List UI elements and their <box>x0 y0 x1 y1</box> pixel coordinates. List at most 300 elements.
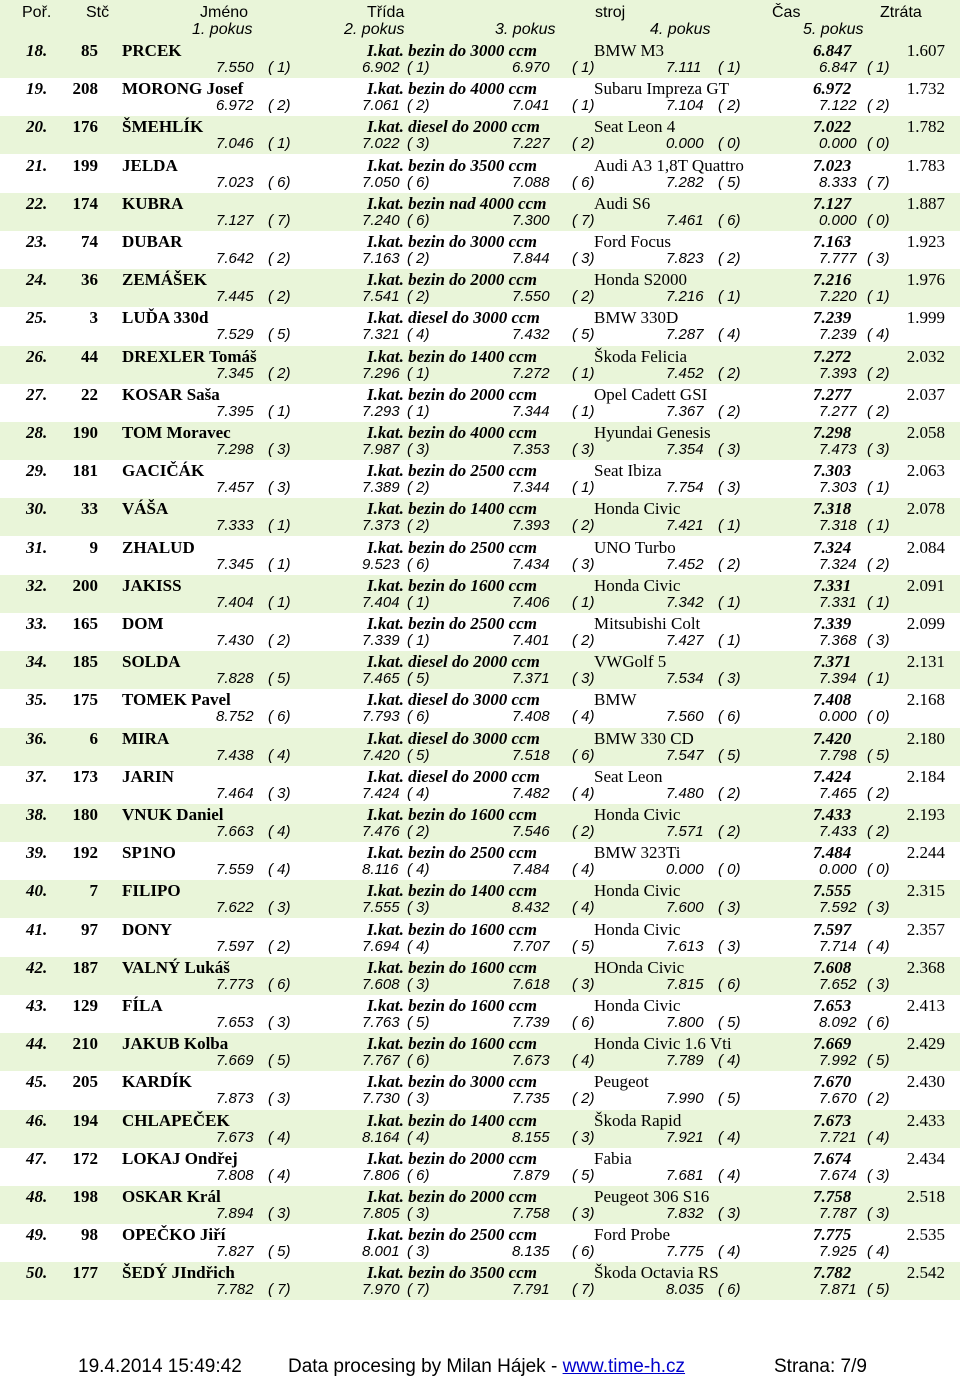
row-car: Škoda Octavia RS <box>594 1263 719 1283</box>
row-car: Fabia <box>594 1148 632 1168</box>
row-loss: 1.607 <box>906 41 945 60</box>
row-attempt-1-rank: ( 5) <box>268 1052 291 1070</box>
row-attempt-2-rank: ( 6) <box>407 173 430 191</box>
row-attempt-5-rank: ( 4) <box>867 326 890 344</box>
row-driver-name: TOMEK Pavel <box>122 690 231 710</box>
row-attempt-1-time: 7.827 <box>216 1243 254 1261</box>
row-number: 6 <box>89 728 98 748</box>
row-loss: 1.999 <box>906 308 945 328</box>
row-attempt-3-time: 8.155 <box>512 1128 550 1146</box>
row-attempt-5-rank: ( 0) <box>867 211 890 229</box>
row-rank: 23. <box>26 232 48 251</box>
table-row <box>0 1224 960 1262</box>
row-attempt-4-rank: ( 1) <box>718 517 741 535</box>
row-attempt-1-rank: ( 3) <box>268 1014 291 1031</box>
row-rank: 49. <box>26 1225 48 1245</box>
row-loss: 2.032 <box>906 346 945 366</box>
row-attempt-5-time: 7.787 <box>819 1205 857 1222</box>
row-best-time: 7.758 <box>813 1187 852 1206</box>
row-attempt-5-rank: ( 5) <box>867 746 890 764</box>
row-car: Audi S6 <box>594 193 651 213</box>
row-attempt-3-rank: ( 3) <box>572 670 595 688</box>
row-attempt-2-rank: ( 6) <box>407 211 430 229</box>
row-attempt-2-rank: ( 1) <box>407 402 430 420</box>
row-attempt-1-rank: ( 5) <box>268 1243 291 1261</box>
row-driver-name: VNUK Daniel <box>122 805 224 824</box>
row-attempt-5-time: 7.592 <box>819 899 857 917</box>
row-attempt-4-time: 7.480 <box>666 784 704 802</box>
row-driver-name: LUĎA 330d <box>122 308 209 328</box>
row-attempt-5-time: 7.674 <box>819 1166 857 1184</box>
row-car: BMW 330 CD <box>594 728 694 748</box>
row-attempt-4-rank: ( 1) <box>718 59 741 76</box>
row-attempt-4-time: 7.216 <box>666 288 704 306</box>
table-row <box>0 116 960 154</box>
row-attempt-5-rank: ( 0) <box>867 135 890 153</box>
row-number: 33 <box>81 499 98 519</box>
row-loss: 2.084 <box>906 537 945 557</box>
row-attempt-4-time: 7.104 <box>666 97 704 115</box>
row-attempt-1-time: 7.597 <box>216 937 254 955</box>
row-attempt-2-rank: ( 3) <box>407 135 430 153</box>
row-attempt-2-rank: ( 6) <box>407 1166 430 1184</box>
row-attempt-4-time: 7.921 <box>666 1128 704 1146</box>
row-attempt-4-rank: ( 4) <box>718 1052 741 1070</box>
row-driver-name: ZHALUD <box>122 537 195 557</box>
row-driver-name: MIRA <box>122 728 170 748</box>
row-attempt-1-time: 7.642 <box>216 250 254 267</box>
row-loss: 2.413 <box>906 996 945 1015</box>
row-attempt-3-time: 8.432 <box>512 899 550 917</box>
row-attempt-4-rank: ( 2) <box>718 97 741 115</box>
table-row <box>0 880 960 918</box>
row-attempt-5-rank: ( 4) <box>867 1128 890 1146</box>
row-car: Seat Ibiza <box>594 461 662 481</box>
row-attempt-4-rank: ( 2) <box>718 823 741 840</box>
row-attempt-4-rank: ( 6) <box>718 708 741 726</box>
row-attempt-4-rank: ( 0) <box>718 135 741 153</box>
row-attempt-5-rank: ( 3) <box>867 441 890 458</box>
row-number: 190 <box>72 423 98 442</box>
row-attempt-5-time: 7.331 <box>819 593 857 611</box>
row-driver-name: GACIČÁK <box>122 461 205 481</box>
row-number: 129 <box>72 996 98 1015</box>
row-attempt-1-rank: ( 3) <box>268 479 291 497</box>
row-best-time: 7.408 <box>813 690 852 710</box>
row-attempt-3-rank: ( 4) <box>572 708 595 726</box>
row-attempt-5-rank: ( 3) <box>867 632 890 649</box>
row-attempt-3-time: 7.482 <box>512 784 550 802</box>
row-attempt-2-time: 7.730 <box>362 1090 400 1108</box>
row-rank: 20. <box>26 117 48 137</box>
row-attempt-5-time: 0.000 <box>819 708 857 726</box>
row-attempt-1-rank: ( 1) <box>268 517 291 535</box>
row-class: I.kat. bezin do 2500 ccm <box>367 537 537 557</box>
row-driver-name: JAKISS <box>122 575 182 595</box>
row-number: 22 <box>81 384 98 404</box>
row-class: I.kat. bezin do 3000 ccm <box>367 1072 537 1092</box>
row-attempt-2-rank: ( 1) <box>407 59 430 76</box>
table-row <box>0 1148 960 1186</box>
row-class: I.kat. bezin do 1600 ccm <box>367 957 537 977</box>
row-loss: 1.976 <box>906 270 945 290</box>
row-attempt-3-rank: ( 6) <box>572 1243 595 1261</box>
row-class: I.kat. bezin do 1400 ccm <box>367 881 537 901</box>
row-attempt-4-rank: ( 6) <box>718 975 741 993</box>
row-attempt-2-time: 7.373 <box>362 517 400 535</box>
row-attempt-4-rank: ( 6) <box>718 211 741 229</box>
row-attempt-5-time: 7.721 <box>819 1128 857 1146</box>
row-attempt-3-rank: ( 3) <box>572 555 595 573</box>
row-loss: 2.429 <box>906 1034 945 1054</box>
row-attempt-1-time: 7.345 <box>216 555 254 573</box>
row-loss: 2.099 <box>906 614 945 633</box>
row-attempt-1-time: 7.653 <box>216 1014 254 1031</box>
row-driver-name: TOM Moravec <box>122 423 231 442</box>
row-attempt-5-time: 7.798 <box>819 746 857 764</box>
row-attempt-4-time: 7.775 <box>666 1243 704 1261</box>
row-attempt-3-time: 7.371 <box>512 670 550 688</box>
row-attempt-4-rank: ( 6) <box>718 1281 741 1299</box>
row-best-time: 7.420 <box>813 728 852 748</box>
row-loss: 1.783 <box>906 155 945 175</box>
row-attempt-2-rank: ( 2) <box>407 288 430 306</box>
row-loss: 2.184 <box>906 766 945 786</box>
row-loss: 2.168 <box>906 690 945 710</box>
row-attempt-3-rank: ( 3) <box>572 250 595 267</box>
row-attempt-4-rank: ( 1) <box>718 288 741 306</box>
row-car: Škoda Rapid <box>594 1110 682 1130</box>
row-attempt-1-rank: ( 2) <box>268 937 291 955</box>
row-attempt-5-rank: ( 3) <box>867 899 890 917</box>
col-header-number: Stč <box>86 4 110 21</box>
row-best-time: 7.303 <box>813 461 852 481</box>
row-attempt-3-time: 7.432 <box>512 326 550 344</box>
row-attempt-2-time: 7.767 <box>362 1052 400 1070</box>
row-attempt-4-time: 7.613 <box>666 937 704 955</box>
row-attempt-2-rank: ( 7) <box>407 1281 430 1299</box>
row-number: 210 <box>72 1034 98 1054</box>
table-row <box>0 1186 960 1224</box>
row-car: HOnda Civic <box>594 957 685 977</box>
table-row <box>0 613 960 651</box>
row-attempt-2-rank: ( 2) <box>407 250 430 267</box>
row-attempt-4-time: 7.560 <box>666 708 704 726</box>
row-attempt-4-rank: ( 5) <box>718 746 741 764</box>
row-attempt-2-time: 7.389 <box>362 479 400 497</box>
row-rank: 37. <box>26 766 48 786</box>
row-class: I.kat. bezin do 3500 ccm <box>367 1263 537 1283</box>
table-row <box>0 842 960 880</box>
row-number: 44 <box>81 346 98 366</box>
row-rank: 46. <box>26 1110 48 1130</box>
row-attempt-1-time: 7.430 <box>216 632 254 649</box>
row-attempt-3-rank: ( 3) <box>572 1128 595 1146</box>
row-attempt-4-time: 7.832 <box>666 1205 704 1222</box>
row-rank: 50. <box>26 1263 48 1283</box>
row-attempt-3-time: 7.758 <box>512 1205 550 1222</box>
row-number: 172 <box>72 1148 98 1168</box>
row-attempt-1-time: 7.404 <box>216 593 254 611</box>
row-loss: 2.357 <box>906 919 945 939</box>
row-attempt-4-time: 7.421 <box>666 517 704 535</box>
row-driver-name: CHLAPEČEK <box>122 1110 230 1130</box>
row-attempt-4-time: 7.571 <box>666 823 704 840</box>
row-attempt-3-rank: ( 2) <box>572 288 595 306</box>
row-attempt-4-time: 7.800 <box>666 1014 704 1031</box>
row-attempt-5-time: 0.000 <box>819 211 857 229</box>
row-rank: 35. <box>26 690 48 710</box>
row-attempt-5-time: 6.847 <box>819 59 857 76</box>
row-best-time: 7.674 <box>813 1148 852 1168</box>
row-attempt-2-time: 7.476 <box>362 823 400 840</box>
row-number: 85 <box>81 41 98 60</box>
row-car: Honda Civic <box>594 575 681 595</box>
row-class: I.kat. diesel do 2000 ccm <box>367 652 540 672</box>
row-car: Audi A3 1,8T Quattro <box>594 155 744 175</box>
row-attempt-1-time: 7.828 <box>216 670 254 688</box>
row-car: Honda Civic 1.6 Vti <box>594 1034 732 1054</box>
row-best-time: 7.597 <box>813 919 852 939</box>
row-attempt-5-time: 7.122 <box>819 97 857 115</box>
row-attempt-1-rank: ( 3) <box>268 441 291 458</box>
row-attempt-2-time: 7.694 <box>362 937 400 955</box>
row-best-time: 7.653 <box>813 996 852 1015</box>
row-best-time: 7.272 <box>813 346 852 366</box>
row-car: Honda Civic <box>594 919 681 939</box>
row-attempt-1-rank: ( 1) <box>268 593 291 611</box>
row-attempt-4-time: 7.282 <box>666 173 704 191</box>
table-row <box>0 919 960 957</box>
row-attempt-1-time: 7.438 <box>216 746 254 764</box>
row-driver-name: KOSAR Saša <box>122 384 220 404</box>
row-attempt-3-rank: ( 1) <box>572 364 595 382</box>
row-attempt-1-rank: ( 5) <box>268 326 291 344</box>
row-attempt-4-rank: ( 3) <box>718 670 741 688</box>
row-class: I.kat. diesel do 3000 ccm <box>367 308 540 328</box>
col-header-class: Třída <box>367 4 405 21</box>
row-attempt-2-time: 7.022 <box>362 135 400 153</box>
row-driver-name: FILIPO <box>122 881 181 901</box>
row-class: I.kat. bezin do 3500 ccm <box>367 155 537 175</box>
row-loss: 2.180 <box>906 728 945 748</box>
col-header-attempt-5: 5. pokus <box>803 21 864 38</box>
row-attempt-5-time: 7.992 <box>819 1052 857 1070</box>
row-car: UNO Turbo <box>594 537 676 557</box>
row-best-time: 7.670 <box>813 1072 852 1092</box>
row-attempt-4-time: 7.823 <box>666 250 704 267</box>
row-car: Subaru Impreza GT <box>594 79 730 99</box>
row-driver-name: PRCEK <box>122 41 182 60</box>
row-attempt-2-time: 7.424 <box>362 784 400 802</box>
row-attempt-5-rank: ( 4) <box>867 1243 890 1261</box>
row-attempt-3-time: 8.135 <box>512 1243 550 1261</box>
table-header <box>0 0 960 42</box>
row-rank: 39. <box>26 843 48 863</box>
row-attempt-3-time: 7.707 <box>512 937 550 955</box>
row-attempt-5-rank: ( 0) <box>867 861 890 879</box>
row-attempt-3-rank: ( 5) <box>572 326 595 344</box>
row-loss: 2.037 <box>906 384 945 404</box>
row-attempt-2-time: 7.805 <box>362 1205 400 1222</box>
row-attempt-3-time: 7.735 <box>512 1090 550 1108</box>
row-attempt-3-time: 7.088 <box>512 173 550 191</box>
row-class: I.kat. bezin do 2500 ccm <box>367 461 537 481</box>
row-number: 194 <box>72 1110 98 1130</box>
row-attempt-2-time: 7.296 <box>362 364 400 382</box>
row-attempt-4-time: 7.600 <box>666 899 704 917</box>
row-attempt-3-rank: ( 5) <box>572 937 595 955</box>
row-class: I.kat. bezin do 2000 ccm <box>367 270 537 290</box>
row-attempt-4-rank: ( 2) <box>718 250 741 267</box>
table-row <box>0 1262 960 1300</box>
row-rank: 21. <box>26 155 48 175</box>
row-attempt-2-rank: ( 1) <box>407 364 430 382</box>
row-class: I.kat. bezin do 1600 ccm <box>367 575 537 595</box>
row-attempt-2-time: 7.806 <box>362 1166 400 1184</box>
row-driver-name: DREXLER Tomáš <box>122 346 257 366</box>
row-loss: 1.923 <box>906 232 945 251</box>
col-header-loss: Ztráta <box>880 4 922 21</box>
row-best-time: 7.216 <box>813 270 852 290</box>
row-attempt-4-rank: ( 3) <box>718 1205 741 1222</box>
row-attempt-5-time: 0.000 <box>819 861 857 879</box>
row-attempt-1-rank: ( 2) <box>268 364 291 382</box>
row-attempt-5-time: 7.670 <box>819 1090 857 1108</box>
table-row <box>0 307 960 345</box>
row-attempt-4-rank: ( 1) <box>718 632 741 649</box>
row-class: I.kat. bezin do 1600 ccm <box>367 919 537 939</box>
row-attempt-1-rank: ( 4) <box>268 861 291 879</box>
table-row <box>0 78 960 116</box>
row-rank: 33. <box>26 614 48 633</box>
row-attempt-5-rank: ( 2) <box>867 823 890 840</box>
table-row <box>0 689 960 727</box>
row-attempt-1-time: 7.023 <box>216 173 254 191</box>
row-attempt-1-time: 7.127 <box>216 211 254 229</box>
table-row <box>0 957 960 995</box>
row-loss: 2.535 <box>906 1225 945 1245</box>
row-class: I.kat. bezin do 2000 ccm <box>367 1187 537 1206</box>
row-rank: 48. <box>26 1187 48 1206</box>
row-attempt-3-rank: ( 2) <box>572 823 595 840</box>
row-attempt-4-time: 7.287 <box>666 326 704 344</box>
row-attempt-3-time: 7.673 <box>512 1052 550 1070</box>
table-row <box>0 995 960 1033</box>
row-number: 187 <box>72 957 98 977</box>
row-attempt-1-rank: ( 3) <box>268 1205 291 1222</box>
col-header-name: Jméno <box>200 4 249 21</box>
row-attempt-1-rank: ( 6) <box>268 975 291 993</box>
row-number: 199 <box>72 155 98 175</box>
table-row <box>0 575 960 613</box>
row-attempt-4-rank: ( 5) <box>718 173 741 191</box>
row-attempt-2-rank: ( 5) <box>407 670 430 688</box>
row-best-time: 7.298 <box>813 423 852 442</box>
row-number: 192 <box>72 843 98 863</box>
row-attempt-3-rank: ( 1) <box>572 402 595 420</box>
row-attempt-1-time: 7.782 <box>216 1281 254 1299</box>
row-attempt-1-time: 7.550 <box>216 59 254 76</box>
row-attempt-2-time: 7.339 <box>362 632 400 649</box>
row-number: 205 <box>72 1072 98 1092</box>
col-header-time: Čas <box>772 4 801 21</box>
row-attempt-4-time: 7.681 <box>666 1166 704 1184</box>
row-attempt-3-rank: ( 6) <box>572 746 595 764</box>
row-number: 208 <box>72 79 98 99</box>
row-number: 175 <box>72 690 98 710</box>
row-rank: 34. <box>26 652 48 672</box>
row-driver-name: DOM <box>122 614 164 633</box>
row-attempt-3-time: 7.300 <box>512 211 550 229</box>
row-attempt-2-rank: ( 5) <box>407 1014 430 1031</box>
row-attempt-1-time: 7.395 <box>216 402 254 420</box>
footer-credit-text: Data procesing by Milan Hájek - <box>288 1356 563 1377</box>
row-attempt-2-rank: ( 1) <box>407 593 430 611</box>
row-rank: 47. <box>26 1148 48 1168</box>
table-row <box>0 346 960 384</box>
row-car: BMW <box>594 690 637 710</box>
row-attempt-1-rank: ( 6) <box>268 173 291 191</box>
row-car: Ford Probe <box>594 1225 671 1245</box>
row-number: 173 <box>72 766 98 786</box>
row-class: I.kat. bezin do 1400 ccm <box>367 346 537 366</box>
row-attempt-1-time: 7.464 <box>216 784 254 802</box>
row-attempt-5-time: 7.925 <box>819 1243 857 1261</box>
row-rank: 31. <box>26 537 48 557</box>
row-attempt-2-rank: ( 4) <box>407 1128 430 1146</box>
row-number: 181 <box>72 461 98 481</box>
row-class: I.kat. bezin do 1600 ccm <box>367 1034 537 1054</box>
row-attempt-5-time: 7.277 <box>819 402 857 420</box>
footer-link[interactable]: www.time-h.cz <box>562 1356 686 1377</box>
row-attempt-1-time: 7.333 <box>216 517 254 535</box>
row-attempt-5-time: 8.333 <box>819 173 857 191</box>
row-attempt-5-time: 7.714 <box>819 937 857 955</box>
row-attempt-3-rank: ( 4) <box>572 861 595 879</box>
row-attempt-1-time: 7.873 <box>216 1090 254 1108</box>
row-attempt-3-rank: ( 4) <box>572 1052 595 1070</box>
row-attempt-3-rank: ( 2) <box>572 632 595 649</box>
footer-page-number: Strana: 7/9 <box>774 1356 867 1377</box>
row-driver-name: SP1NO <box>122 843 176 863</box>
row-class: I.kat. bezin do 2000 ccm <box>367 384 537 404</box>
row-attempt-4-time: 7.534 <box>666 670 704 688</box>
row-class: I.kat. bezin do 2500 ccm <box>367 1225 537 1245</box>
row-attempt-3-time: 6.970 <box>512 59 550 76</box>
row-car: Ford Focus <box>594 232 671 251</box>
row-attempt-2-time: 9.523 <box>362 555 400 573</box>
row-attempt-4-time: 7.452 <box>666 555 704 573</box>
row-attempt-4-rank: ( 4) <box>718 326 741 344</box>
row-attempt-2-time: 8.164 <box>362 1128 400 1146</box>
row-best-time: 7.339 <box>813 614 852 633</box>
row-attempt-5-rank: ( 5) <box>867 1281 890 1299</box>
row-attempt-5-rank: ( 2) <box>867 364 890 382</box>
row-driver-name: ZEMÁŠEK <box>122 270 208 290</box>
row-attempt-5-rank: ( 0) <box>867 708 890 726</box>
row-attempt-3-time: 7.344 <box>512 402 550 420</box>
row-car: Škoda Felicia <box>594 346 688 366</box>
row-driver-name: MORONG Josef <box>122 79 244 99</box>
row-best-time: 7.673 <box>813 1110 852 1130</box>
row-attempt-3-rank: ( 1) <box>572 593 595 611</box>
row-attempt-2-rank: ( 3) <box>407 975 430 993</box>
row-class: I.kat. bezin nad 4000 ccm <box>367 193 547 213</box>
row-attempt-1-rank: ( 4) <box>268 823 291 840</box>
row-attempt-3-rank: ( 5) <box>572 1166 595 1184</box>
row-attempt-4-time: 7.990 <box>666 1090 704 1108</box>
